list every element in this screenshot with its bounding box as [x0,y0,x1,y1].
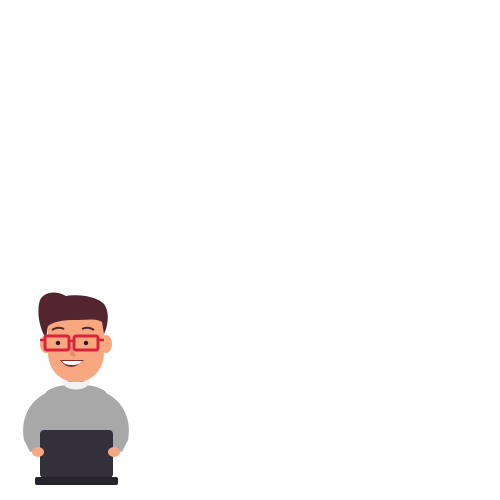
left-hand [32,447,44,457]
right-hand [108,447,120,457]
left-eye [56,341,60,345]
laptop-base [35,477,118,485]
laptop-lid [40,430,113,478]
right-eye [84,341,88,345]
laptop [35,430,118,485]
